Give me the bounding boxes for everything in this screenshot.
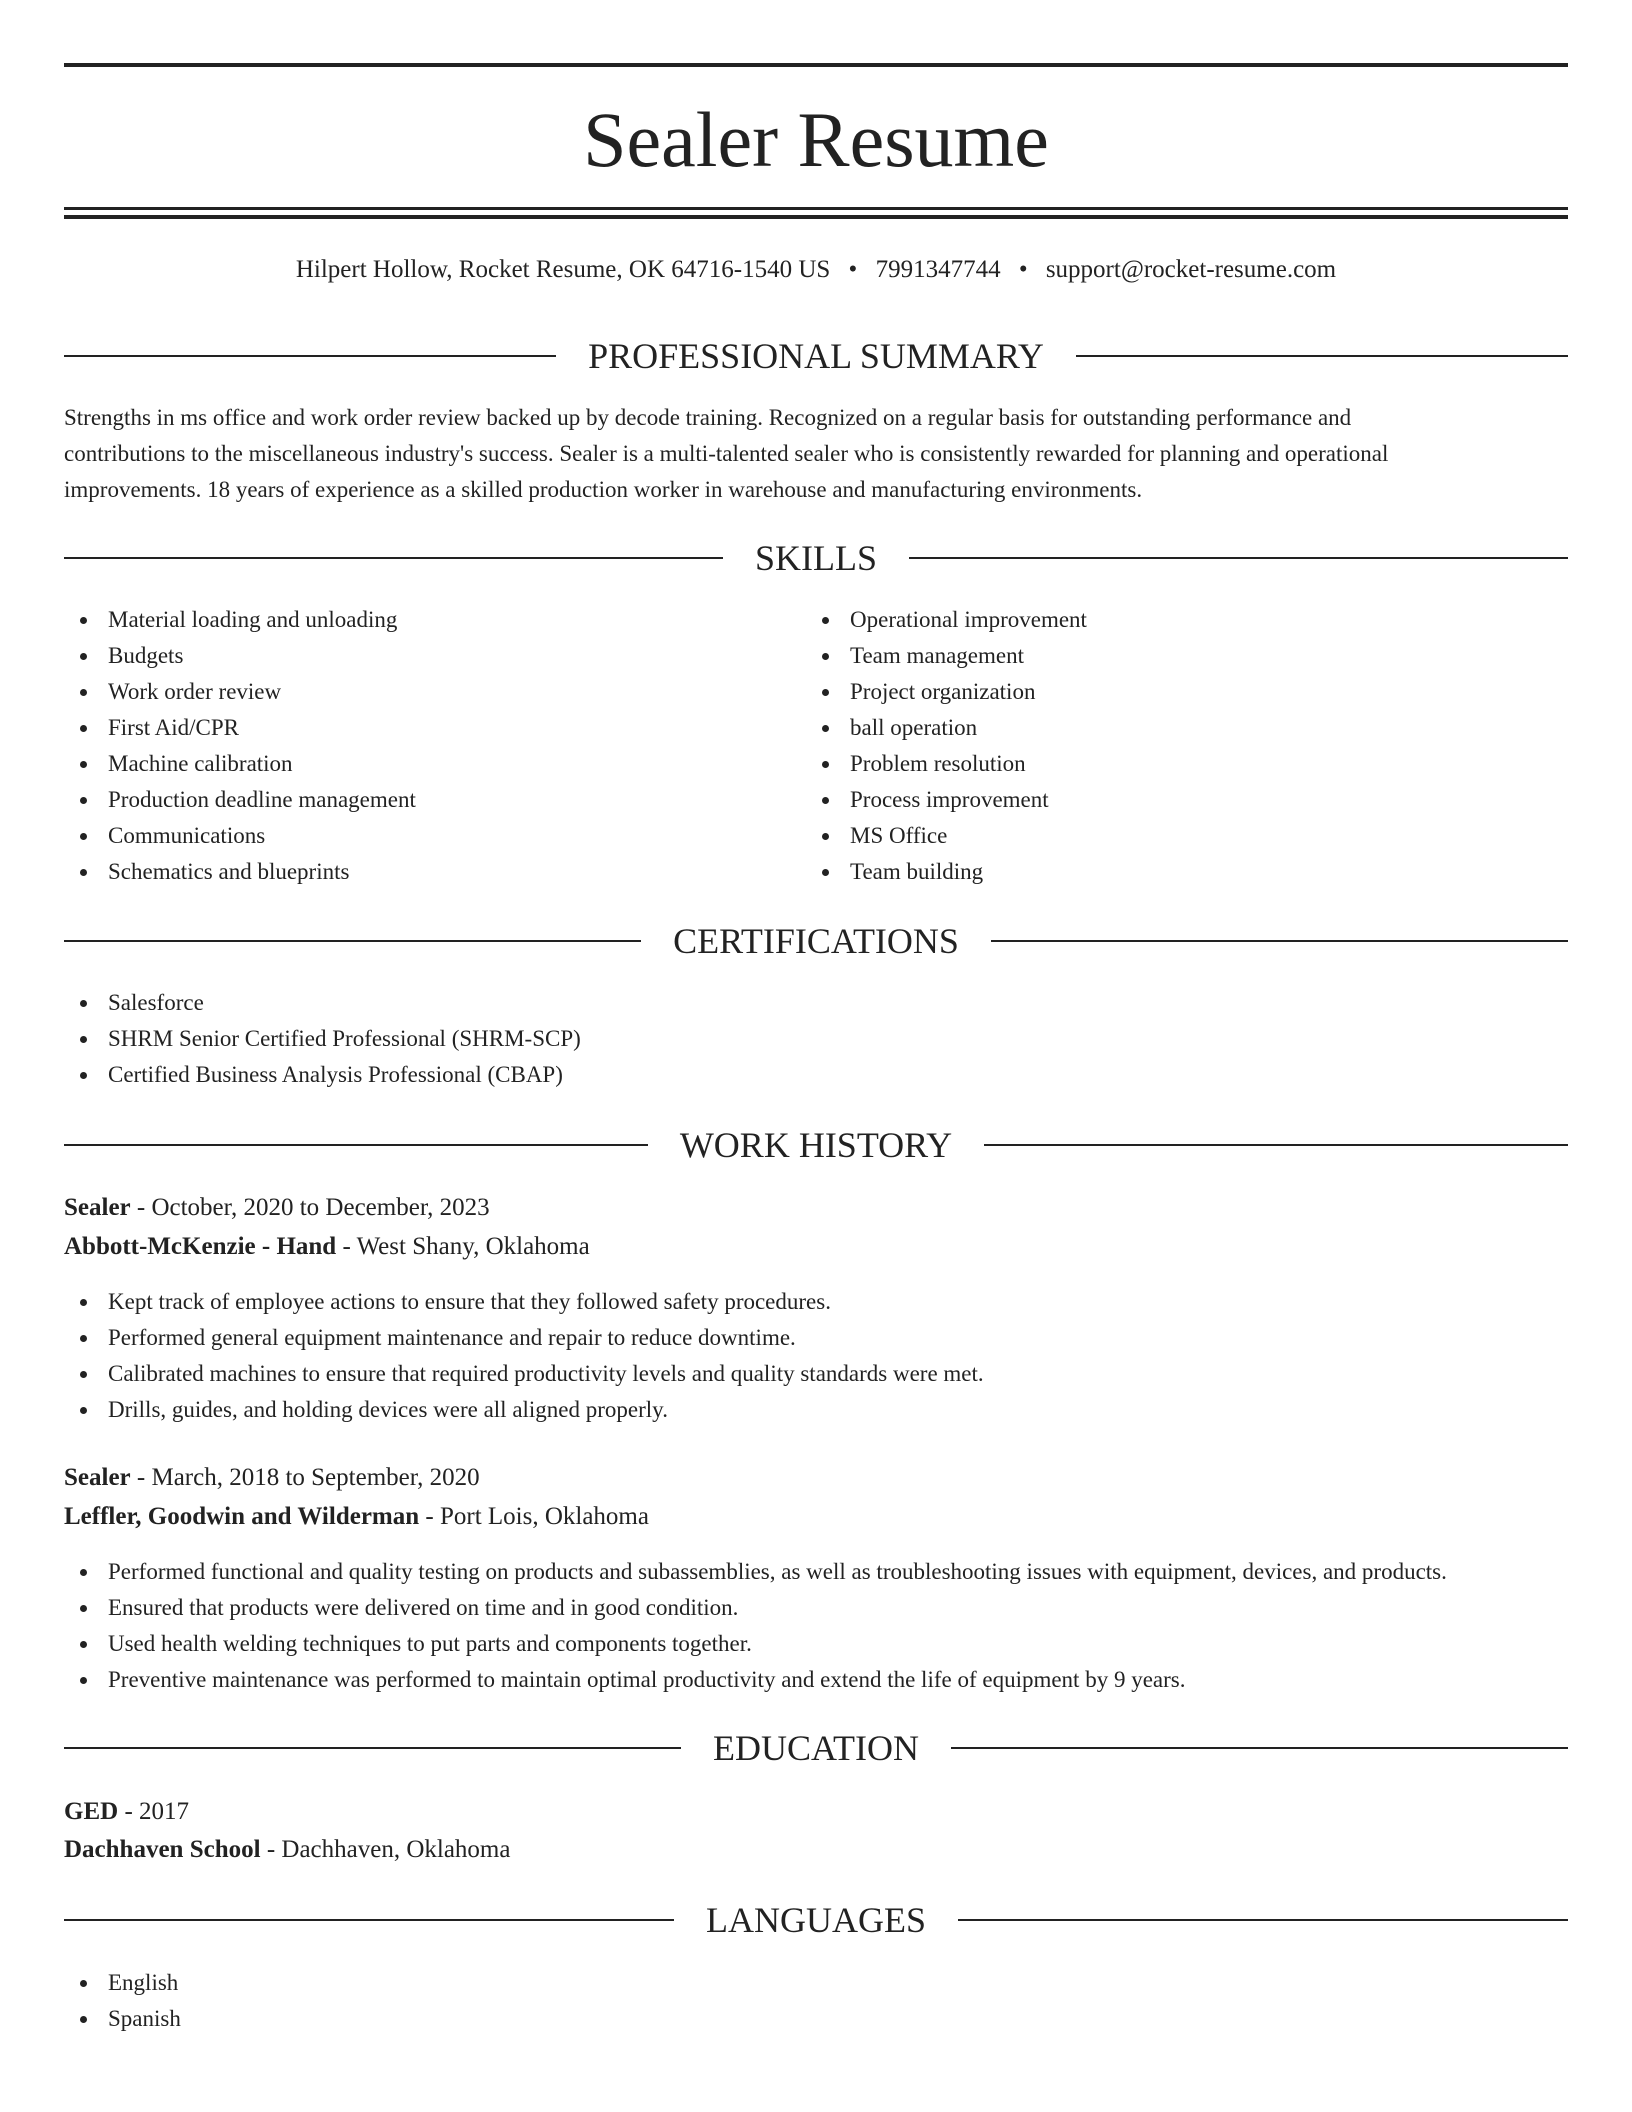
job-employer-line — [64, 1228, 1568, 1266]
section-heading-work-history — [64, 1123, 1568, 1167]
heading-rule — [958, 1919, 1568, 1921]
job-bullet: Kept track of employee actions to ensure that they followed safety procedures. — [64, 1284, 984, 1320]
section-heading-education — [64, 1726, 1568, 1770]
skill-item: Machine calibration — [64, 746, 416, 782]
job-location: - Port Lois, Oklahoma — [425, 1503, 649, 1530]
languages-list — [64, 1965, 181, 2037]
contact-address: Hilpert Hollow, Rocket Resume, OK 64716-1540 US — [295, 256, 831, 283]
section-title: PROFESSIONAL SUMMARY — [588, 336, 1044, 376]
job-dates: - October, 2020 to December, 2023 — [136, 1194, 490, 1221]
skill-item: Communications — [64, 818, 416, 854]
skill-item: Work order review — [64, 674, 416, 710]
certification-item: Certified Business Analysis Professional (CBAP) — [64, 1057, 581, 1093]
job-title: Sealer — [64, 1464, 131, 1491]
contact-separator: • — [848, 256, 858, 283]
job-bullet: Performed general equipment maintenance and repair to reduce downtime. — [64, 1320, 984, 1356]
education-degree: GED — [64, 1798, 119, 1825]
contact-separator: • — [1018, 256, 1028, 283]
section-heading-skills — [64, 536, 1568, 580]
education-degree-line — [64, 1793, 1568, 1831]
heading-rule — [64, 557, 723, 559]
resume-title: Sealer Resume — [583, 96, 1049, 183]
heading-rule — [64, 355, 556, 357]
education-location: - Dachhaven, Oklahoma — [266, 1836, 511, 1863]
skill-item: Budgets — [64, 638, 416, 674]
section-title: CERTIFICATIONS — [673, 921, 959, 961]
skill-item: First Aid/CPR — [64, 710, 416, 746]
language-item: Spanish — [64, 2001, 181, 2037]
heading-rule — [951, 1747, 1568, 1749]
skill-item: Operational improvement — [806, 602, 1087, 638]
skill-item: Project organization — [806, 674, 1087, 710]
job-bullets — [64, 1554, 1447, 1698]
summary-line: improvements. 18 years of experience as a skilled production worker in warehouse and manufacturing environments. — [64, 477, 1143, 502]
education-school: Dachhaven School — [64, 1836, 261, 1863]
section-title: WORK HISTORY — [679, 1125, 953, 1165]
summary-line: Strengths in ms office and work order review backed up by decode training. Recognized on a regular basis for outstanding performance and — [64, 405, 1352, 430]
education-school-line — [64, 1831, 1568, 1869]
section-title: LANGUAGES — [706, 1900, 926, 1940]
job-employer: Leffler, Goodwin and Wilderman — [64, 1503, 420, 1530]
top-rule — [64, 63, 1568, 67]
section-title: EDUCATION — [713, 1728, 919, 1768]
job-employer-line — [64, 1498, 1568, 1536]
section-heading-summary — [64, 334, 1568, 378]
summary-line: contributions to the miscellaneous industry's success. Sealer is a multi-talented sealer who is consistently rewarded for planning and operational — [64, 441, 1389, 466]
job-bullet: Calibrated machines to ensure that required productivity levels and quality standards were met. — [64, 1356, 984, 1392]
certifications-list — [64, 985, 581, 1093]
job-title-line — [64, 1459, 1568, 1497]
section-heading-languages — [64, 1898, 1568, 1942]
job-bullets — [64, 1284, 984, 1428]
certification-item: Salesforce — [64, 985, 581, 1021]
job-employer: Abbott-McKenzie - Hand — [64, 1233, 337, 1260]
skills-list-right — [806, 602, 1087, 890]
skill-item: MS Office — [806, 818, 1087, 854]
job-location: - West Shany, Oklahoma — [342, 1233, 590, 1260]
skill-item: ball operation — [806, 710, 1087, 746]
heading-rule — [64, 1747, 681, 1749]
job-title-line — [64, 1189, 1568, 1227]
job-bullet: Drills, guides, and holding devices were all aligned properly. — [64, 1392, 984, 1428]
skill-item: Process improvement — [806, 782, 1087, 818]
title-double-rule-upper — [64, 207, 1568, 210]
job-dates: - March, 2018 to September, 2020 — [136, 1464, 480, 1491]
skill-item: Team building — [806, 854, 1087, 890]
job-title: Sealer — [64, 1194, 131, 1221]
job-bullet: Ensured that products were delivered on time and in good condition. — [64, 1590, 1447, 1626]
job-bullet: Used health welding techniques to put parts and components together. — [64, 1626, 1447, 1662]
skill-item: Production deadline management — [64, 782, 416, 818]
heading-rule — [64, 1144, 648, 1146]
job-bullet: Performed functional and quality testing on products and subassemblies, as well as troubleshooting issues with equipment, devices, and products. — [64, 1554, 1447, 1590]
skill-item: Problem resolution — [806, 746, 1087, 782]
skill-item: Team management — [806, 638, 1087, 674]
skill-item: Schematics and blueprints — [64, 854, 416, 890]
contact-phone: 7991347744 — [875, 256, 1001, 283]
heading-rule — [64, 940, 641, 942]
heading-rule — [991, 940, 1568, 942]
job-bullet: Preventive maintenance was performed to maintain optimal productivity and extend the life of equipment by 9 years. — [64, 1662, 1447, 1698]
contact-line — [0, 254, 1632, 286]
skill-item: Material loading and unloading — [64, 602, 416, 638]
language-item: English — [64, 1965, 181, 2001]
heading-rule — [909, 557, 1568, 559]
heading-rule — [64, 1919, 674, 1921]
contact-email: support@rocket-resume.com — [1045, 256, 1337, 283]
summary-paragraph — [64, 400, 1568, 508]
section-title: SKILLS — [755, 538, 878, 578]
title-double-rule-lower — [64, 215, 1568, 219]
education-year: - 2017 — [124, 1798, 190, 1825]
skills-list-left — [64, 602, 416, 890]
heading-rule — [1076, 355, 1568, 357]
certification-item: SHRM Senior Certified Professional (SHRM-SCP) — [64, 1021, 581, 1057]
section-heading-certifications — [64, 919, 1568, 963]
heading-rule — [984, 1144, 1568, 1146]
